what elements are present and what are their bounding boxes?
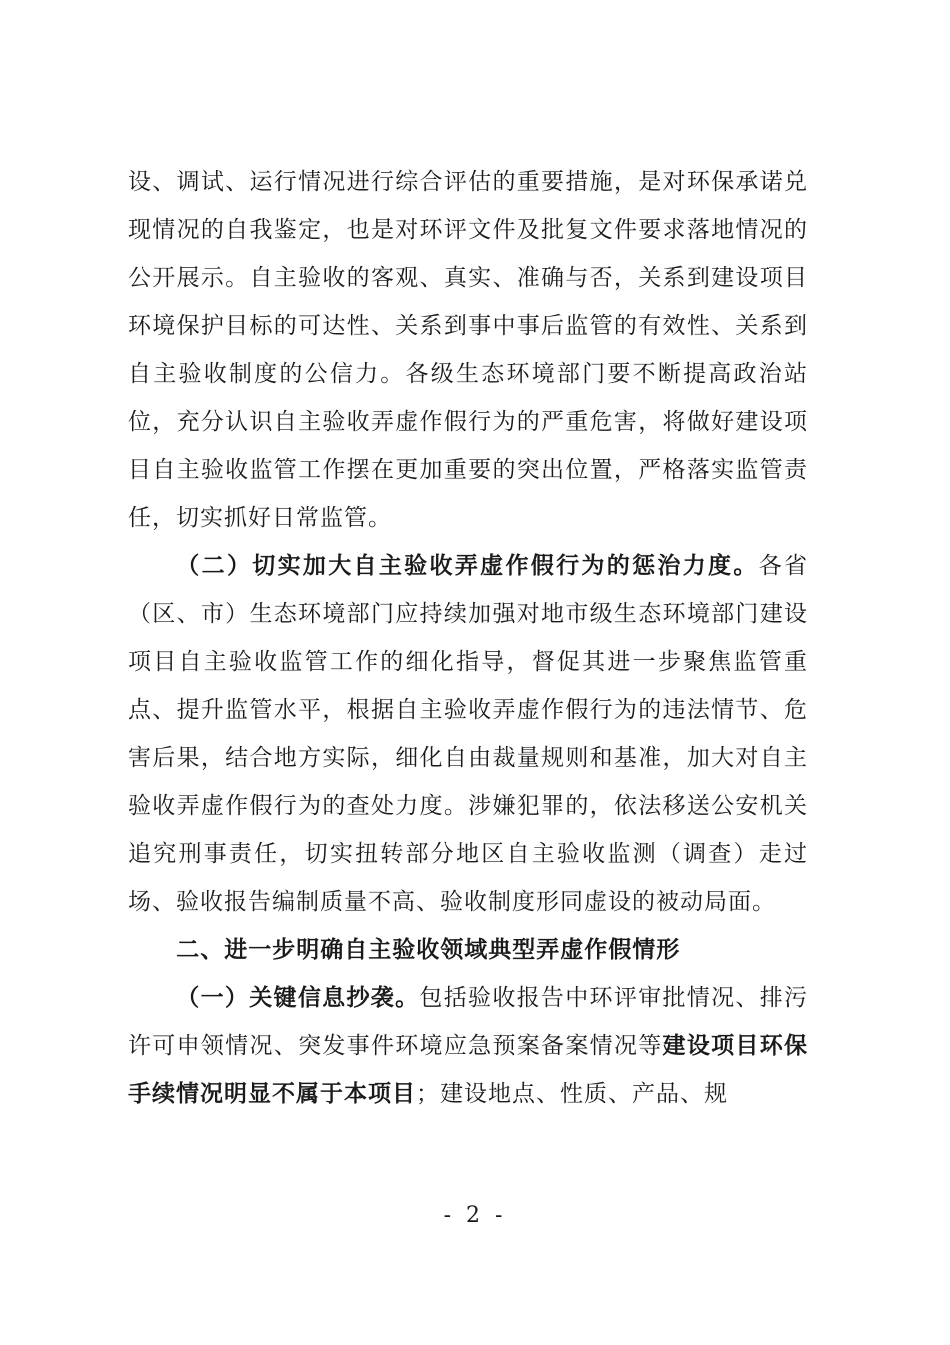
emphasized-text: 建设项目环保手续情况明显不属于本项目 (128, 1032, 809, 1107)
paragraph-text: ；建设地点、性质、产品、规 (416, 1081, 728, 1107)
paragraph-subsection-2 (128, 542, 808, 926)
section-heading: 二、进一步明确自主验收领域典型弄虚作假情形 (176, 937, 681, 963)
paragraph-subsection-1 (128, 974, 808, 1118)
document-body (128, 158, 808, 1118)
subsection-title: （二）切实加大自主验收弄虚作假行为的惩治力度。 (176, 552, 759, 579)
paragraph-text: 包括验收报告中环评审批情况、排污许可申领情况、突发事件环境应急预案备案情况等 (128, 985, 809, 1059)
paragraph-continuation (128, 158, 808, 542)
subsection-title: （一）关键信息抄袭。 (176, 984, 420, 1011)
paragraph-text: 各省（区、市）生态环境部门应持续加强对地市级生态环境部门建设项目自主验收监管工作的细化指导，督促其进一步聚焦监管重点、提升监管水平，根据自主验收弄虚作假行为的违法情节、危害后果，结合地方实际，细化自由裁量规则和基准，加大对自主验收弄虚作假行为的查处力度。涉嫌犯罪的，依法移送公安机关追究刑事责任，切实扭转部分地区自主验收监测（调查）走过场、验收报告编制质量不高、验收制度形同虚设的被动局面。 (128, 553, 809, 915)
page-number: - 2 - (443, 1203, 507, 1228)
paragraph-text: 设、调试、运行情况进行综合评估的重要措施，是对环保承诺兑现情况的自我鉴定，也是对环评文件及批复文件要求落地情况的公开展示。自主验收的客观、真实、准确与否，关系到建设项目环境保护目标的可达性、关系到事中事后监管的有效性、关系到自主验收制度的公信力。各级生态环境部门要不断提高政治站位，充分认识自主验收弄虚作假行为的严重危害，将做好建设项目自主验收监管工作摆在更加重要的突出位置，严格落实监管责任，切实抓好日常监管。 (128, 169, 808, 531)
